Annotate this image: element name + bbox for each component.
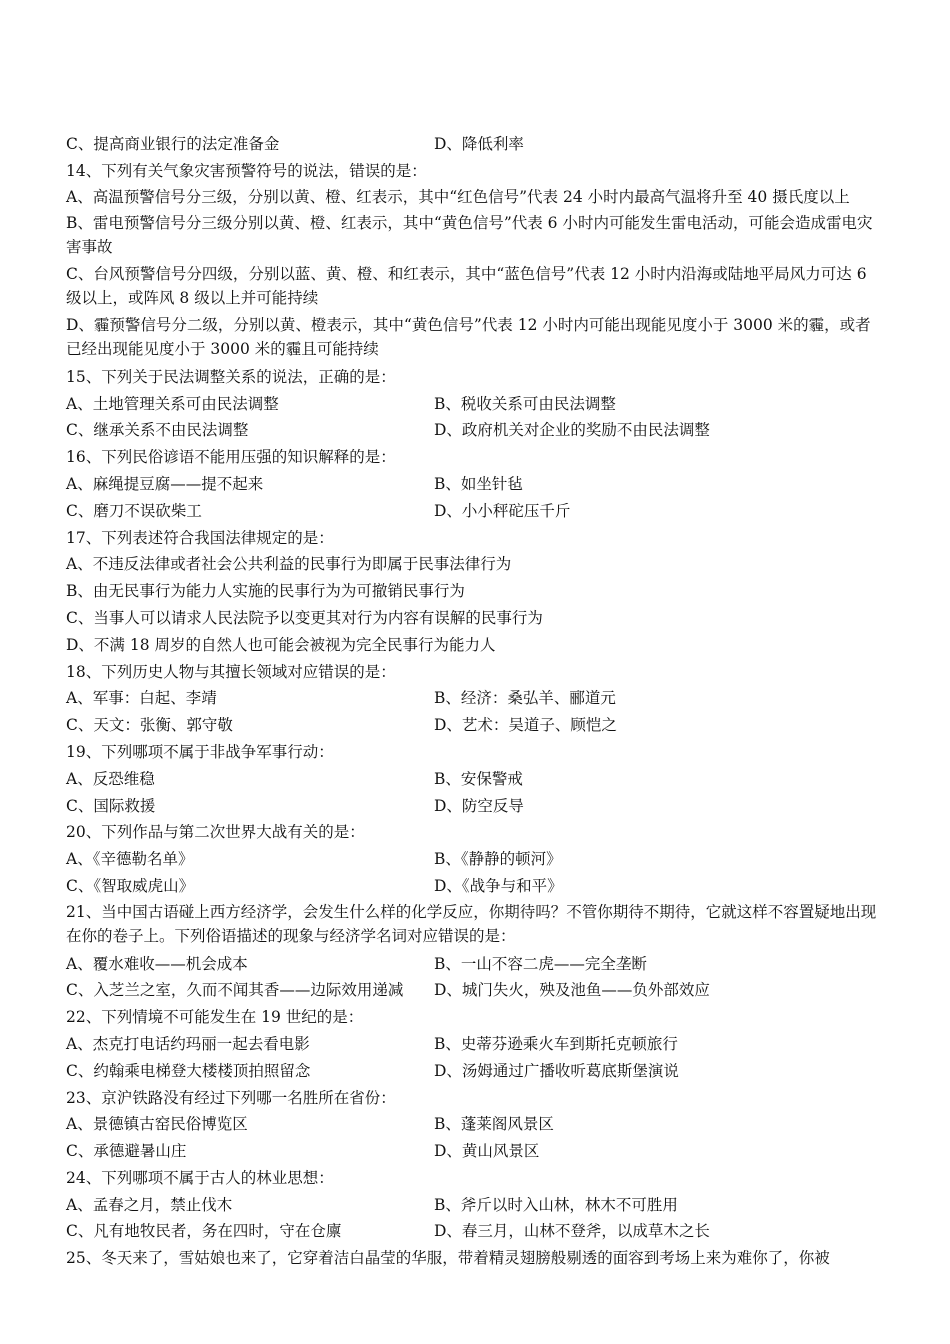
- q20-option-c: C、《智取威虎山》: [66, 876, 195, 895]
- q21-option-d: D、城门失火，殃及池鱼——负外部效应: [434, 981, 710, 1000]
- q22-options-ab: [66, 1031, 886, 1058]
- q23-option-a: A、景德镇古窑民俗博览区: [66, 1115, 248, 1134]
- q20-option-a: A、《辛德勒名单》: [66, 850, 194, 869]
- q16-stem: 16、下列民俗谚语不能用压强的知识解释的是：: [66, 448, 396, 467]
- q15-option-b: B、税收关系可由民法调整: [434, 394, 616, 413]
- q17-option-c: C、当事人可以请求人民法院予以变更其对行为内容有误解的民事行为: [66, 608, 543, 627]
- q18-stem: 18、下列历史人物与其擅长领域对应错误的是：: [66, 662, 396, 681]
- q16-options-ab: [66, 471, 886, 498]
- q16-options-cd: [66, 498, 886, 525]
- q19-option-c: C、国际救援: [66, 796, 156, 815]
- q23-options-cd: [66, 1138, 886, 1165]
- q18-option-c: C、天文：张衡、郭守敬: [66, 716, 233, 735]
- q17-option-a: A、不违反法律或者社会公共利益的民事行为即属于民事法律行为: [66, 555, 512, 574]
- q16-option-a: A、麻绳提豆腐——提不起来: [66, 474, 264, 493]
- q18-option-a: A、军事：白起、李靖: [66, 689, 217, 708]
- q21-stem: 21、当中国古语碰上西方经济学，会发生什么样的化学反应，你期待吗？不管你期待不期待，它就这样不容置疑地出现在你的卷子上。下列俗语描述的现象与经济学名词对应错误的是：: [66, 902, 877, 945]
- q20-option-b: B、《静静的顿河》: [434, 850, 562, 869]
- q15-stem: 15、下列关于民法调整关系的说法，正确的是：: [66, 367, 396, 386]
- q24-option-b: B、斧斤以时入山林，林木不可胜用: [434, 1195, 678, 1214]
- q13-option-d: D、降低利率: [434, 135, 524, 153]
- q19-option-b: B、安保警戒: [434, 769, 523, 788]
- q15-options-ab: [66, 391, 886, 418]
- q23-option-b: B、蓬莱阁风景区: [434, 1115, 554, 1134]
- q19-stem: 19、下列哪项不属于非战争军事行动：: [66, 742, 334, 761]
- exam-page: [66, 131, 886, 1272]
- q18-option-d: D、艺术：吴道子、顾恺之: [434, 716, 617, 735]
- q14-option-c: C、台风预警信号分四级，分别以蓝、黄、橙、和红表示，其中“蓝色信号”代表 12 小时内沿海或陆地平局风力可达 6 级以上，或阵风 8 级以上并可能持续: [66, 265, 867, 308]
- q14-option-d: D、霾预警信号分二级，分别以黄、橙表示，其中“黄色信号”代表 12 小时内可能出现能见度小于 3000 米的霾，或者已经出现能见度小于 3000 米的霾且可能持续: [66, 315, 871, 358]
- q17-option-d: D、不满 18 周岁的自然人也可能会被视为完全民事行为能力人: [66, 635, 496, 654]
- q25-stem: 25、冬天来了，雪姑娘也来了，它穿着洁白晶莹的华服，带着精灵翅膀般剔透的面容到考场上来为难你了，你被: [66, 1249, 830, 1268]
- q24-option-a: A、孟春之月，禁止伐木: [66, 1195, 233, 1214]
- q19-option-d: D、防空反导: [434, 796, 524, 815]
- q23-option-d: D、黄山风景区: [434, 1142, 540, 1161]
- q14-option-b: B、雷电预警信号分三级分别以黄、橙、红表示，其中“黄色信号”代表 6 小时内可能发生雷电活动，可能会造成雷电灾害事故: [66, 214, 873, 257]
- q21-option-c: C、入芝兰之室，久而不闻其香——边际效用递减: [66, 981, 404, 1000]
- q22-option-c: C、约翰乘电梯登大楼楼顶拍照留念: [66, 1061, 311, 1080]
- q17-stem: 17、下列表述符合我国法律规定的是：: [66, 528, 334, 547]
- q21-options-cd: [66, 977, 886, 1004]
- q21-options-ab: [66, 951, 886, 978]
- q24-option-c: C、凡有地牧民者，务在四时，守在仓廪: [66, 1222, 342, 1241]
- q15-option-a: A、土地管理关系可由民法调整: [66, 394, 279, 413]
- q24-options-ab: [66, 1192, 886, 1219]
- q20-options-ab: [66, 846, 886, 873]
- q15-options-cd: [66, 417, 886, 444]
- q24-option-d: D、春三月，山林不登斧，以成草木之长: [434, 1222, 710, 1241]
- q20-option-d: D、《战争与和平》: [434, 876, 563, 895]
- q20-stem: 20、下列作品与第二次世界大战有关的是：: [66, 823, 365, 842]
- q19-options-cd: [66, 793, 886, 820]
- q23-stem: 23、京沪铁路没有经过下列哪一名胜所在省份：: [66, 1088, 396, 1107]
- q23-option-c: C、承德避暑山庄: [66, 1142, 187, 1161]
- q17-option-b: B、由无民事行为能力人实施的民事行为为可撤销民事行为: [66, 582, 465, 601]
- q16-option-d: D、小小秤砣压千斤: [434, 501, 571, 520]
- q22-option-b: B、史蒂芬逊乘火车到斯托克顿旅行: [434, 1034, 678, 1053]
- q21-option-a: A、覆水难收——机会成本: [66, 954, 248, 973]
- q13-options-cd: [66, 131, 886, 158]
- q19-options-ab: [66, 766, 886, 793]
- q24-options-cd: [66, 1218, 886, 1245]
- q16-option-b: B、如坐针毡: [434, 474, 523, 493]
- q23-options-ab: [66, 1111, 886, 1138]
- q18-option-b: B、经济：桑弘羊、郦道元: [434, 689, 616, 708]
- q15-option-c: C、继承关系不由民法调整: [66, 421, 249, 440]
- q15-option-d: D、政府机关对企业的奖励不由民法调整: [434, 421, 710, 440]
- q22-option-a: A、杰克打电话约玛丽一起去看电影: [66, 1034, 310, 1053]
- q21-option-b: B、一山不容二虎——完全垄断: [434, 954, 647, 973]
- q22-option-d: D、汤姆通过广播收听葛底斯堡演说: [434, 1061, 679, 1080]
- q14-option-a: A、高温预警信号分三级，分别以黄、橙、红表示，其中“红色信号”代表 24 小时内最高气温将升至 40 摄氏度以上: [66, 187, 850, 206]
- q18-options-ab: [66, 685, 886, 712]
- q19-option-a: A、反恐维稳: [66, 769, 155, 788]
- q16-option-c: C、磨刀不误砍柴工: [66, 501, 202, 520]
- q14-stem: 14、下列有关气象灾害预警符号的说法，错误的是：: [66, 161, 427, 180]
- q22-stem: 22、下列情境不可能发生在 19 世纪的是：: [66, 1008, 364, 1027]
- q20-options-cd: [66, 873, 886, 900]
- q24-stem: 24、下列哪项不属于古人的林业思想：: [66, 1168, 334, 1187]
- q22-options-cd: [66, 1058, 886, 1085]
- q18-options-cd: [66, 712, 886, 739]
- q13-option-c: C、提高商业银行的法定准备金: [66, 135, 280, 153]
